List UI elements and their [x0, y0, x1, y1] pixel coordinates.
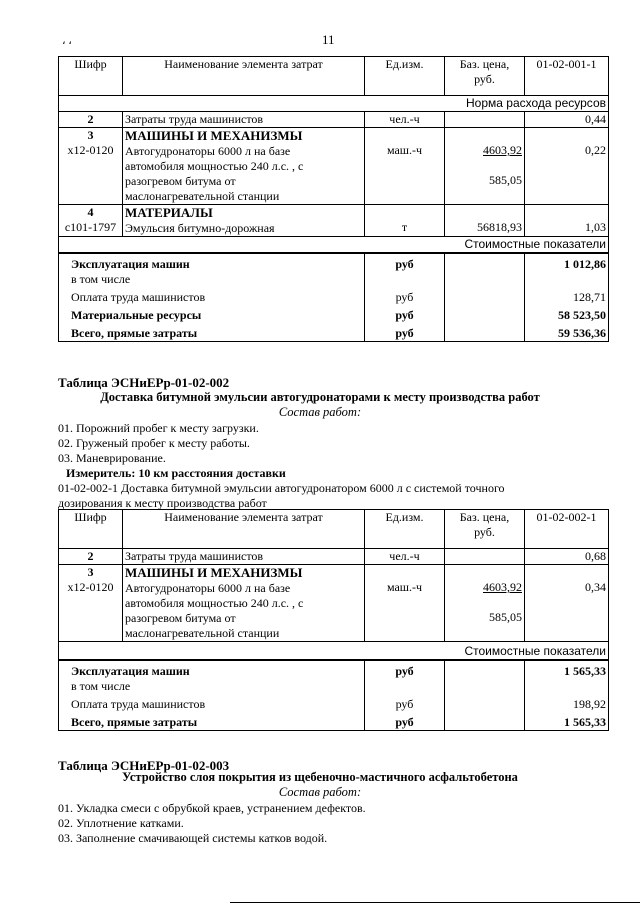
table-header — [59, 57, 609, 96]
pay-unit: руб — [365, 287, 445, 305]
machines-num: 3 — [87, 128, 94, 142]
labor-unit: чел.-ч — [365, 549, 445, 565]
table-3-op-1: 01. Укладка смеси с обрубкой краев, устранением дефектов. — [58, 801, 366, 815]
labor-value: 0,68 — [525, 549, 609, 565]
table-2-desc-1: 01-02-002-1 Доставка битумной эмульсии автогудронатором 6000 л с системой точного — [58, 481, 505, 495]
table-2-meter: Измеритель: 10 км расстояния доставки — [66, 466, 286, 480]
machine-price: 4603,92 — [483, 143, 522, 157]
page-number: 11 — [322, 32, 335, 47]
header-name: Наименование элемента затрат — [123, 57, 365, 96]
scan-marks: ، ، — [62, 35, 72, 47]
machine-name-l2: автомобиля мощностью 240 л.с. , с — [125, 596, 304, 610]
summary-row-including — [59, 272, 609, 287]
labor-name: Затраты труда машинистов — [123, 549, 365, 565]
summary-row-total — [59, 712, 609, 731]
header-price-line1: Баз. цена, — [459, 510, 510, 524]
machines-row — [59, 565, 609, 642]
mat-resources-label: Материальные ресурсы — [59, 305, 365, 323]
machine-name-l2: автомобиля мощностью 240 л.с. , с — [125, 159, 304, 173]
pay-label: Оплата труда машинистов — [59, 287, 365, 305]
exploitation-value: 1 012,86 — [525, 253, 609, 272]
materials-title: МАТЕРИАЛЫ — [125, 205, 213, 220]
header-name: Наименование элемента затрат — [123, 510, 365, 549]
mat-resources-value: 58 523,50 — [525, 305, 609, 323]
machine-value: 0,22 — [585, 143, 606, 157]
header-unit: Ед.изм. — [365, 510, 445, 549]
cost-note-row — [59, 642, 609, 661]
table-2-desc-2: дозирования к месту производства работ — [58, 496, 267, 510]
machine-name-l4: маслонагревательной станции — [125, 626, 280, 640]
table-2-id: Таблица ЭСНиЕРр-01-02-002 — [58, 375, 230, 390]
header-price-line2: руб. — [474, 72, 495, 86]
machine-price: 4603,92 — [483, 580, 522, 594]
summary-row-pay — [59, 287, 609, 305]
machine-name-l3: разогревом битума от — [125, 611, 236, 625]
total-unit: руб — [365, 712, 445, 731]
table-3-id: Таблица ЭСНиЕРр-01-02-003 — [58, 758, 230, 773]
material-code: с101-1797 — [64, 220, 117, 234]
norm-note-row — [59, 96, 609, 112]
header-price — [445, 510, 525, 549]
table-2-op-1: 01. Порожний пробег к месту загрузки. — [58, 421, 259, 435]
header-norm-code: 01-02-001-1 — [525, 57, 609, 96]
machines-title: МАШИНЫ И МЕХАНИЗМЫ — [125, 565, 303, 580]
labor-num: 2 — [59, 549, 123, 565]
materials-num: 4 — [87, 205, 94, 219]
labor-row — [59, 112, 609, 128]
labor-value: 0,44 — [525, 112, 609, 128]
machine-name-l1: Автогудронаторы 6000 л на базе — [125, 581, 291, 595]
summary-row-exploitation — [59, 253, 609, 272]
materials-row — [59, 205, 609, 237]
machine-name-l3: разогревом битума от — [125, 174, 236, 188]
total-value: 1 565,33 — [525, 712, 609, 731]
labor-row — [59, 549, 609, 565]
header-price-line1: Баз. цена, — [459, 57, 510, 71]
table-2-op-2: 02. Груженый пробег к месту работы. — [58, 436, 250, 450]
mat-resources-unit: руб — [365, 305, 445, 323]
exploitation-unit: руб — [365, 253, 445, 272]
table-3-work-heading: Состав работ: — [278, 785, 362, 799]
pay-label: Оплата труда машинистов — [59, 694, 365, 712]
header-code: Шифр — [59, 510, 123, 549]
machine-unit: маш.-ч — [386, 143, 423, 157]
including-label: в том числе — [59, 272, 365, 287]
machines-row — [59, 128, 609, 205]
machine-name-l4: маслонагревательной станции — [125, 189, 280, 203]
machine-value: 0,34 — [585, 580, 606, 594]
exploitation-label: Эксплуатация машин — [59, 253, 365, 272]
material-value: 1,03 — [585, 220, 606, 234]
machine-price-2: 585,05 — [489, 173, 522, 187]
table-2-title: Доставка битумной эмульсии автогудронаторами к месту производства работ — [100, 390, 540, 404]
material-name: Эмульсия битумно-дорожная — [125, 221, 275, 235]
total-label: Всего, прямые затраты — [59, 323, 365, 342]
table-header — [59, 510, 609, 549]
summary-row-materials — [59, 305, 609, 323]
material-price: 56818,93 — [477, 220, 522, 234]
header-price-line2: руб. — [474, 525, 495, 539]
table-3-op-2: 02. Уплотнение катками. — [58, 816, 184, 830]
cost-note: Стоимостные показатели — [59, 237, 609, 254]
table-2-work-heading: Состав работ: — [278, 405, 362, 419]
header-unit: Ед.изм. — [365, 57, 445, 96]
summary-row-pay — [59, 694, 609, 712]
summary-row-exploitation — [59, 660, 609, 679]
exploitation-label: Эксплуатация машин — [59, 660, 365, 679]
estimate-table-1 — [58, 56, 609, 342]
machine-code: х12-0120 — [67, 580, 114, 594]
pay-unit: руб — [365, 694, 445, 712]
machines-num: 3 — [87, 565, 94, 579]
machine-price-2: 585,05 — [489, 610, 522, 624]
norm-note: Норма расхода ресурсов — [59, 96, 609, 112]
machine-code: х12-0120 — [67, 143, 114, 157]
exploitation-value: 1 565,33 — [525, 660, 609, 679]
pay-value: 128,71 — [525, 287, 609, 305]
table-3-title: Устройство слоя покрытия из щебеночно-мастичного асфальтобетона — [122, 770, 518, 784]
header-price — [445, 57, 525, 96]
header-norm-code: 01-02-002-1 — [525, 510, 609, 549]
summary-row-including — [59, 679, 609, 694]
machine-unit: маш.-ч — [386, 580, 423, 594]
labor-unit: чел.-ч — [365, 112, 445, 128]
machine-name-l1: Автогудронаторы 6000 л на базе — [125, 144, 291, 158]
including-label: в том числе — [59, 679, 365, 694]
labor-name: Затраты труда машинистов — [123, 112, 365, 128]
summary-row-total — [59, 323, 609, 342]
exploitation-unit: руб — [365, 660, 445, 679]
material-unit: т — [401, 220, 408, 234]
bottom-rule — [230, 902, 640, 903]
total-value: 59 536,36 — [525, 323, 609, 342]
pay-value: 198,92 — [525, 694, 609, 712]
total-label: Всего, прямые затраты — [59, 712, 365, 731]
cost-note: Стоимостные показатели — [59, 642, 609, 661]
total-unit: руб — [365, 323, 445, 342]
estimate-table-2 — [58, 509, 609, 731]
labor-num: 2 — [59, 112, 123, 128]
machines-title: МАШИНЫ И МЕХАНИЗМЫ — [125, 128, 303, 143]
table-2-op-3: 03. Маневрирование. — [58, 451, 166, 465]
table-3-op-3: 03. Заполнение смачивающей системы катков водой. — [58, 831, 328, 845]
header-code: Шифр — [59, 57, 123, 96]
cost-note-row — [59, 237, 609, 254]
